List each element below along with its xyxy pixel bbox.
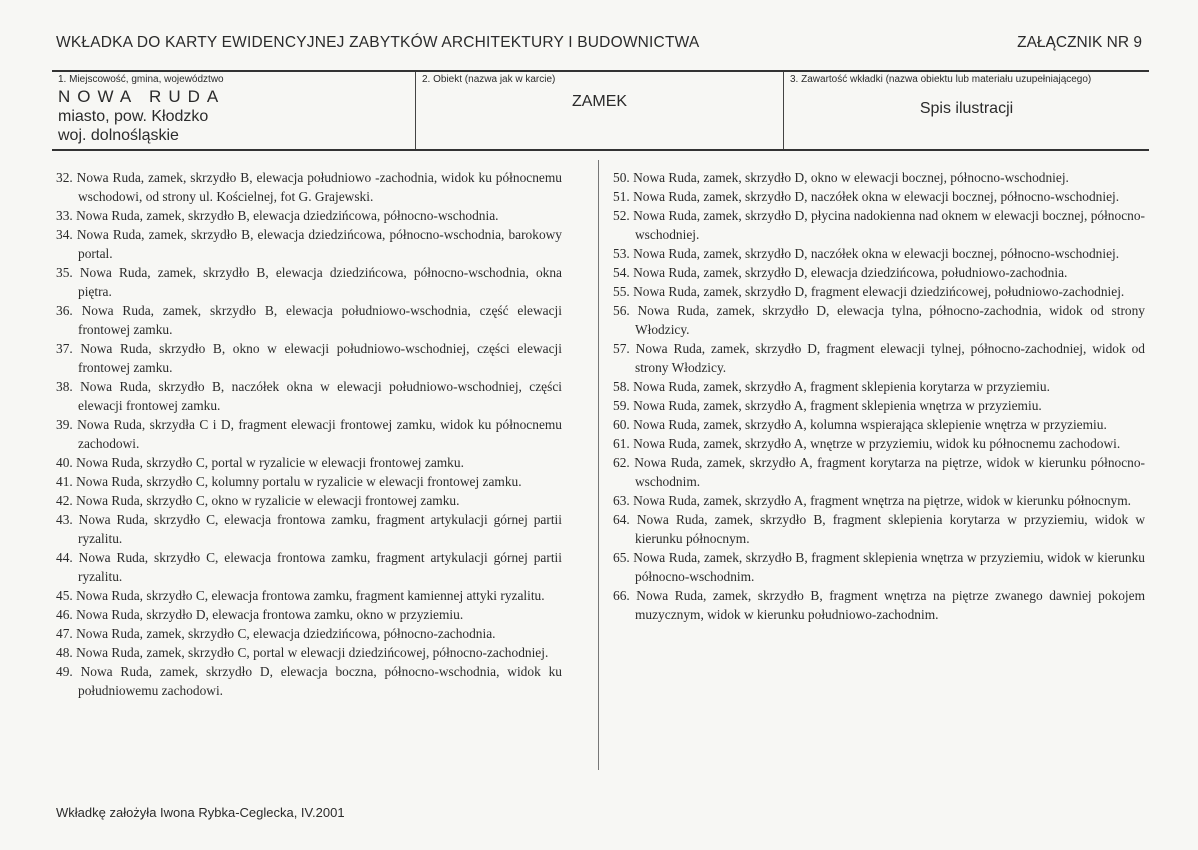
list-item: 39. Nowa Ruda, skrzydła C i D, fragment elewacji frontowej zamku, widok ku północnemu zachodowi. (56, 417, 562, 451)
list-item: 66. Nowa Ruda, zamek, skrzydło B, fragment wnętrza na piętrze zwanego dawniej pokojem muzycznym, widok w kierunku południowo-zachodnim. (613, 588, 1145, 622)
list-item: 52. Nowa Ruda, zamek, skrzydło D, płycina nadokienna nad oknem w elewacji bocznej, północno-wschodniej. (613, 208, 1145, 242)
list-item: 44. Nowa Ruda, skrzydło C, elewacja frontowa zamku, fragment artykulacji górnej partii ryzalitu. (56, 550, 562, 584)
list-item: 46. Nowa Ruda, skrzydło D, elewacja frontowa zamku, okno w przyziemiu. (56, 607, 464, 622)
list-item: 64. Nowa Ruda, zamek, skrzydło B, fragment sklepienia korytarza w przyziemiu, widok w kierunku północnym. (613, 512, 1145, 546)
list-item: 38. Nowa Ruda, skrzydło B, naczółek okna w elewacji południowo-wschodniej, części elewacji frontowej zamku. (56, 379, 562, 413)
list-item: 55. Nowa Ruda, zamek, skrzydło D, fragment elewacji dziedzińcowej, południowo-zachodniej. (613, 284, 1125, 299)
illustration-list-right (613, 168, 1145, 624)
list-item: 62. Nowa Ruda, zamek, skrzydło A, fragment korytarza na piętrze, widok w kierunku północno-wschodnim. (613, 455, 1145, 489)
column-divider (598, 160, 599, 770)
location-cell (52, 72, 416, 149)
list-item: 48. Nowa Ruda, zamek, skrzydło C, portal w elewacji dziedzińcowej, północno-zachodniej. (56, 645, 549, 660)
location-label: 1. Miejscowość, gmina, województwo (58, 74, 224, 85)
list-item: 63. Nowa Ruda, zamek, skrzydło A, fragment wnętrza na piętrze, widok w kierunku północnym. (613, 493, 1131, 508)
list-item: 61. Nowa Ruda, zamek, skrzydło A, wnętrze w przyziemiu, widok ku północnemu zachodowi. (613, 436, 1121, 451)
list-item: 42. Nowa Ruda, skrzydło C, okno w ryzalicie w elewacji frontowej zamku. (56, 493, 460, 508)
object-value: ZAMEK (571, 93, 628, 110)
place-name: NOWA RUDA (58, 87, 226, 106)
object-label: 2. Obiekt (nazwa jak w karcie) (422, 74, 556, 85)
content-value: Spis ilustracji (919, 100, 1014, 117)
county-line: miasto, pow. Kłodzko (58, 108, 209, 125)
object-cell (416, 72, 784, 149)
author-note: Wkładkę założyła Iwona Rybka-Ceglecka, IV.2001 (56, 805, 345, 820)
list-item: 37. Nowa Ruda, skrzydło B, okno w elewacji południowo-wschodniej, części elewacji frontowej zamku. (56, 341, 562, 375)
list-item: 35. Nowa Ruda, zamek, skrzydło B, elewacja dziedzińcowa, północno-wschodnia, okna piętra. (56, 265, 562, 299)
list-item: 36. Nowa Ruda, zamek, skrzydło B, elewacja południowo-wschodnia, część elewacji frontowej zamku. (56, 303, 562, 337)
list-item: 45. Nowa Ruda, skrzydło C, elewacja frontowa zamku, fragment kamiennej attyki ryzalitu. (56, 588, 545, 603)
list-item: 54. Nowa Ruda, zamek, skrzydło D, elewacja dziedzińcowa, południowo-zachodnia. (613, 265, 1068, 280)
list-item: 60. Nowa Ruda, zamek, skrzydło A, kolumna wspierająca sklepienie wnętrza w przyziemiu. (613, 417, 1107, 432)
list-item: 59. Nowa Ruda, zamek, skrzydło A, fragment sklepienia wnętrza w przyziemiu. (613, 398, 1042, 413)
content-label: 3. Zawartość wkładki (nazwa obiektu lub materiału uzupełniającego) (790, 74, 1092, 85)
list-item: 50. Nowa Ruda, zamek, skrzydło D, okno w elewacji bocznej, północno-wschodniej. (613, 170, 1069, 185)
form-title: WKŁADKA DO KARTY EWIDENCYJNEJ ZABYTKÓW ARCHITEKTURY I BUDOWNICTWA (56, 34, 700, 51)
list-item: 32. Nowa Ruda, zamek, skrzydło B, elewacja południowo -zachodnia, widok ku północnemu wschodowi, od strony ul. Kościelnej, fot G. Grajewski. (56, 170, 562, 204)
list-item: 53. Nowa Ruda, zamek, skrzydło D, naczółek okna w elewacji bocznej, północno-wschodniej. (613, 246, 1120, 261)
list-item: 58. Nowa Ruda, zamek, skrzydło A, fragment sklepienia korytarza w przyziemiu. (613, 379, 1050, 394)
list-item: 57. Nowa Ruda, zamek, skrzydło D, fragment elewacji tylnej, północno-zachodniej, widok od strony Włodzicy. (613, 341, 1145, 375)
list-item: 43. Nowa Ruda, skrzydło C, elewacja frontowa zamku, fragment artykulacji górnej partii ryzalitu. (56, 512, 562, 546)
list-item: 41. Nowa Ruda, skrzydło C, kolumny portalu w ryzalicie w elewacji frontowej zamku. (56, 474, 522, 489)
list-item: 40. Nowa Ruda, skrzydło C, portal w ryzalicie w elewacji frontowej zamku. (56, 455, 464, 470)
list-item: 33. Nowa Ruda, zamek, skrzydło B, elewacja dziedzińcowa, północno-wschodnia. (56, 208, 499, 223)
list-item: 51. Nowa Ruda, zamek, skrzydło D, naczółek okna w elewacji bocznej, północno-wschodniej. (613, 189, 1120, 204)
list-item: 65. Nowa Ruda, zamek, skrzydło B, fragment sklepienia wnętrza w przyziemiu, widok w kierunku północno-wschodnim. (613, 550, 1145, 584)
list-item: 56. Nowa Ruda, zamek, skrzydło D, elewacja tylna, północno-zachodnia, widok od strony Włodzicy. (613, 303, 1145, 337)
list-item: 47. Nowa Ruda, zamek, skrzydło C, elewacja dziedzińcowa, północno-zachodnia. (56, 626, 496, 641)
list-item: 49. Nowa Ruda, zamek, skrzydło D, elewacja boczna, północno-wschodnia, widok ku południowemu zachodowi. (56, 664, 562, 698)
content-cell (784, 72, 1149, 149)
illustration-list-left (56, 168, 562, 700)
info-table (52, 70, 1149, 151)
annex-number: ZAŁĄCZNIK NR 9 (1017, 34, 1142, 51)
list-item: 34. Nowa Ruda, zamek, skrzydło B, elewacja dziedzińcowa, północno-wschodnia, barokowy portal. (56, 227, 562, 261)
voivodeship-line: woj. dolnośląskie (58, 127, 179, 144)
